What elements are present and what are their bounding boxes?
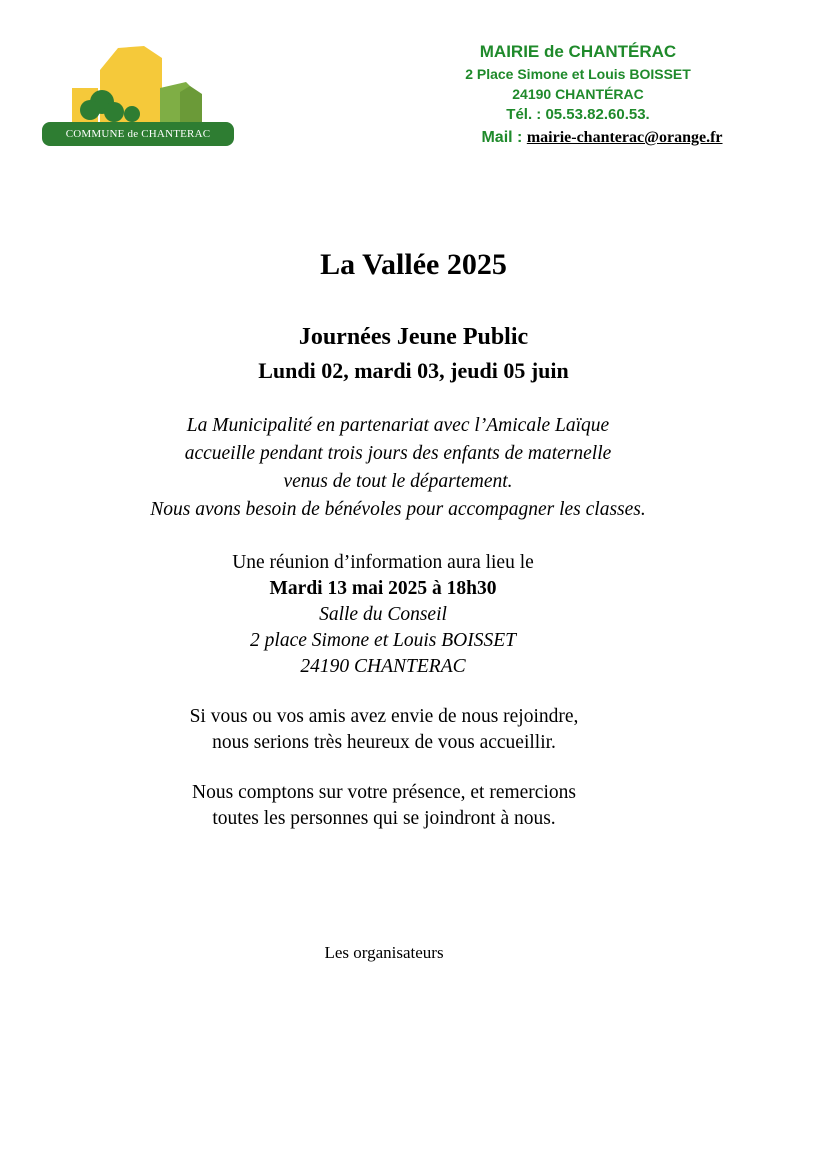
commune-logo <box>40 42 236 150</box>
thanks-line: Nous comptons sur votre présence, et remercions <box>192 782 576 803</box>
invite-paragraph <box>20 704 748 756</box>
mairie-title: MAIRIE de CHANTÉRAC <box>479 42 677 61</box>
event-subtitle: Journées Jeune Public <box>298 324 529 350</box>
mairie-postal: 24190 CHANTÉRAC <box>512 86 644 102</box>
signature: Les organisateurs <box>324 943 444 962</box>
intro-paragraph <box>40 412 756 524</box>
mairie-header <box>400 40 756 150</box>
mairie-address: 2 Place Simone et Louis BOISSET <box>465 66 691 82</box>
invite-line: Si vous ou vos amis avez envie de nous rejoindre, <box>189 706 579 727</box>
thanks-line: toutes les personnes qui se joindront à nous. <box>212 808 556 829</box>
intro-line: Nous avons besoin de bénévoles pour accompagner les classes. <box>150 499 646 520</box>
intro-line: venus de tout le département. <box>283 471 513 492</box>
intro-line: La Municipalité en partenariat avec l’Amicale Laïque <box>186 415 610 436</box>
event-dates: Lundi 02, mardi 03, jeudi 05 juin <box>258 358 569 383</box>
mail-label: Mail : <box>481 129 527 146</box>
intro-line: accueille pendant trois jours des enfants de maternelle <box>184 443 612 464</box>
invite-line: nous serions très heureux de vous accueillir. <box>212 732 556 753</box>
meeting-venue: Salle du Conseil <box>319 604 447 625</box>
page-title: La Vallée 2025 <box>320 248 507 281</box>
logo-caption: COMMUNE de CHANTERAC <box>65 128 211 140</box>
meeting-lead: Une réunion d’information aura lieu le <box>232 552 534 573</box>
mairie-phone: Tél. : 05.53.82.60.53. <box>506 106 650 123</box>
mairie-mail <box>448 126 756 150</box>
meeting-city: 24190 CHANTERAC <box>300 656 466 677</box>
meeting-street: 2 place Simone et Louis BOISSET <box>250 630 516 651</box>
meeting-info <box>30 550 736 680</box>
mail-link[interactable]: mairie-chanterac@orange.fr <box>526 129 723 146</box>
thanks-paragraph <box>20 780 748 832</box>
meeting-datetime: Mardi 13 mai 2025 à 18h30 <box>269 578 497 599</box>
